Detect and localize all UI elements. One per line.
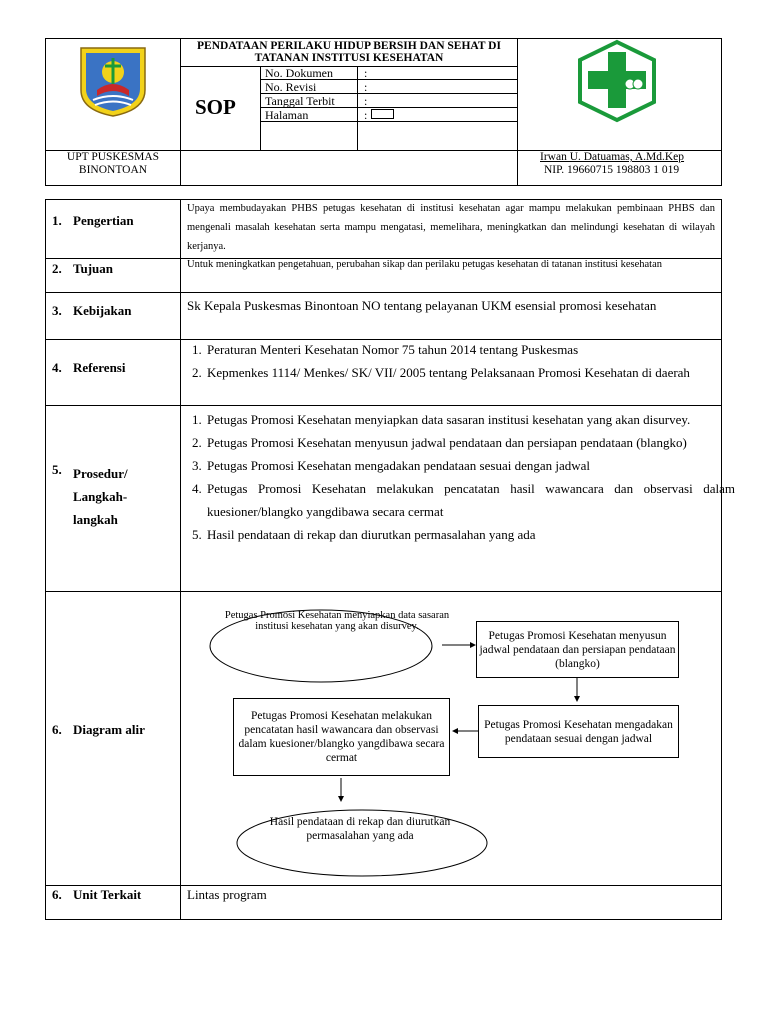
section-number: 5.: [52, 462, 62, 477]
section-label-prosedur: [73, 462, 128, 531]
document-title: PENDATAAN PERILAKU HIDUP BERSIH DAN SEHAT DI TATANAN INSTITUSI KESEHATAN: [197, 40, 501, 64]
field-value-no-revisi: :: [364, 80, 368, 94]
referensi-list: [185, 338, 715, 384]
pengertian-text: Upaya membudayakan PHBS petugas kesehatan di institusi kesehatan agar mampu melakukan pembinaan PHBS dan mengenali masalah kesehatan serta mampu mengatasi, memelihara, meningkatkan dan melindungi kesehatan di wilayah kerjanya.: [187, 203, 715, 252]
section-number: 1.: [52, 213, 62, 228]
section-label-line: Langkah-: [73, 489, 128, 504]
section-label-line: langkah: [73, 512, 118, 527]
field-value-no-dokumen: :: [364, 66, 368, 80]
section-number: 6.: [52, 722, 62, 737]
list-item: 2. Petugas Promosi Kesehatan menyusun jadwal pendataan dan persiapan pendataan (blangko): [205, 431, 735, 454]
section-label-diagram: Diagram alir: [73, 722, 145, 737]
section-number: 3.: [52, 303, 62, 318]
org-name: UPT PUSKESMAS BINONTOAN: [66, 151, 160, 176]
kebijakan-text: Sk Kepala Puskesmas Binontoan NO tentang pelayanan UKM esensial promosi kesehatan: [187, 298, 657, 313]
list-item: 3. Petugas Promosi Kesehatan mengadakan pendataan sesuai dengan jadwal: [205, 454, 735, 477]
section-number: 6.: [52, 887, 62, 902]
list-item: 5. Hasil pendataan di rekap dan diurutkan permasalahan yang ada: [205, 523, 735, 546]
prosedur-list: [185, 408, 735, 546]
unit-terkait-text: Lintas program: [187, 887, 267, 902]
puskesmas-cross-icon: [574, 38, 660, 124]
list-item: 4. Petugas Promosi Kesehatan melakukan pencatatan hasil wawancara dan observasi dalam kuesioner/blangko yangdibawa secara cermat: [205, 477, 735, 523]
signer-nip: NIP. 19660715 198803 1 019: [544, 164, 680, 176]
header-divider: [180, 38, 181, 186]
row-divider: [45, 885, 722, 886]
field-label-halaman: Halaman: [265, 108, 309, 122]
flow-step-record: Petugas Promosi Kesehatan melakukan pencatatan hasil wawancara dan observasi dalam kuesioner/blangko yangdibawa secara cermat: [233, 698, 450, 776]
section-label-pengertian: Pengertian: [73, 213, 134, 228]
field-value-halaman: :: [364, 108, 368, 122]
field-value-tanggal-terbit: :: [364, 94, 368, 108]
header-divider: [517, 38, 518, 186]
section-label-referensi: Referensi: [73, 360, 126, 375]
header-divider: [180, 66, 517, 67]
field-label-tanggal-terbit: Tanggal Terbit: [265, 94, 335, 108]
flow-step-schedule: Petugas Promosi Kesehatan menyusun jadwal pendataan dan persiapan pendataan (blangko): [476, 621, 679, 678]
signer-name: Irwan U. Datuamas, A.Md.Kep: [540, 151, 685, 163]
section-label-line: Prosedur/: [73, 466, 128, 481]
flow-step-conduct: Petugas Promosi Kesehatan mengadakan pendataan sesuai dengan jadwal: [478, 705, 679, 758]
section-label-kebijakan: Kebijakan: [73, 303, 132, 318]
flow-step-recap: Hasil pendataan di rekap dan diurutkan permasalahan yang ada: [269, 816, 451, 842]
row-divider: [45, 405, 722, 406]
sop-label: SOP: [195, 95, 236, 119]
halaman-box: [371, 109, 394, 119]
list-item: 1. Petugas Promosi Kesehatan menyiapkan data sasaran institusi kesehatan yang akan disurvey.: [205, 408, 735, 431]
section-number: 2.: [52, 261, 62, 276]
field-label-no-dokumen: No. Dokumen: [265, 66, 333, 80]
field-label-no-revisi: No. Revisi: [265, 80, 317, 94]
section-number: 4.: [52, 360, 62, 375]
list-item: 1. Peraturan Menteri Kesehatan Nomor 75 tahun 2014 tentang Puskesmas: [205, 338, 715, 361]
flow-step-prepare-data: Petugas Promosi Kesehatan menyiapkan data sasaran institusi kesehatan yang akan disurvey.: [224, 610, 450, 632]
tujuan-text: Untuk meningkatkan pengetahuan, perubahan sikap dan perilaku petugas kesehatan di tatanan institusi kesehatan: [187, 259, 662, 270]
regional-emblem-icon: [75, 44, 151, 118]
section-label-tujuan: Tujuan: [73, 261, 113, 276]
section-label-unit-terkait: Unit Terkait: [73, 887, 142, 902]
list-item: 2. Kepmenkes 1114/ Menkes/ SK/ VII/ 2005 tentang Pelaksanaan Promosi Kesehatan di daerah: [205, 361, 715, 384]
row-divider: [45, 292, 722, 293]
